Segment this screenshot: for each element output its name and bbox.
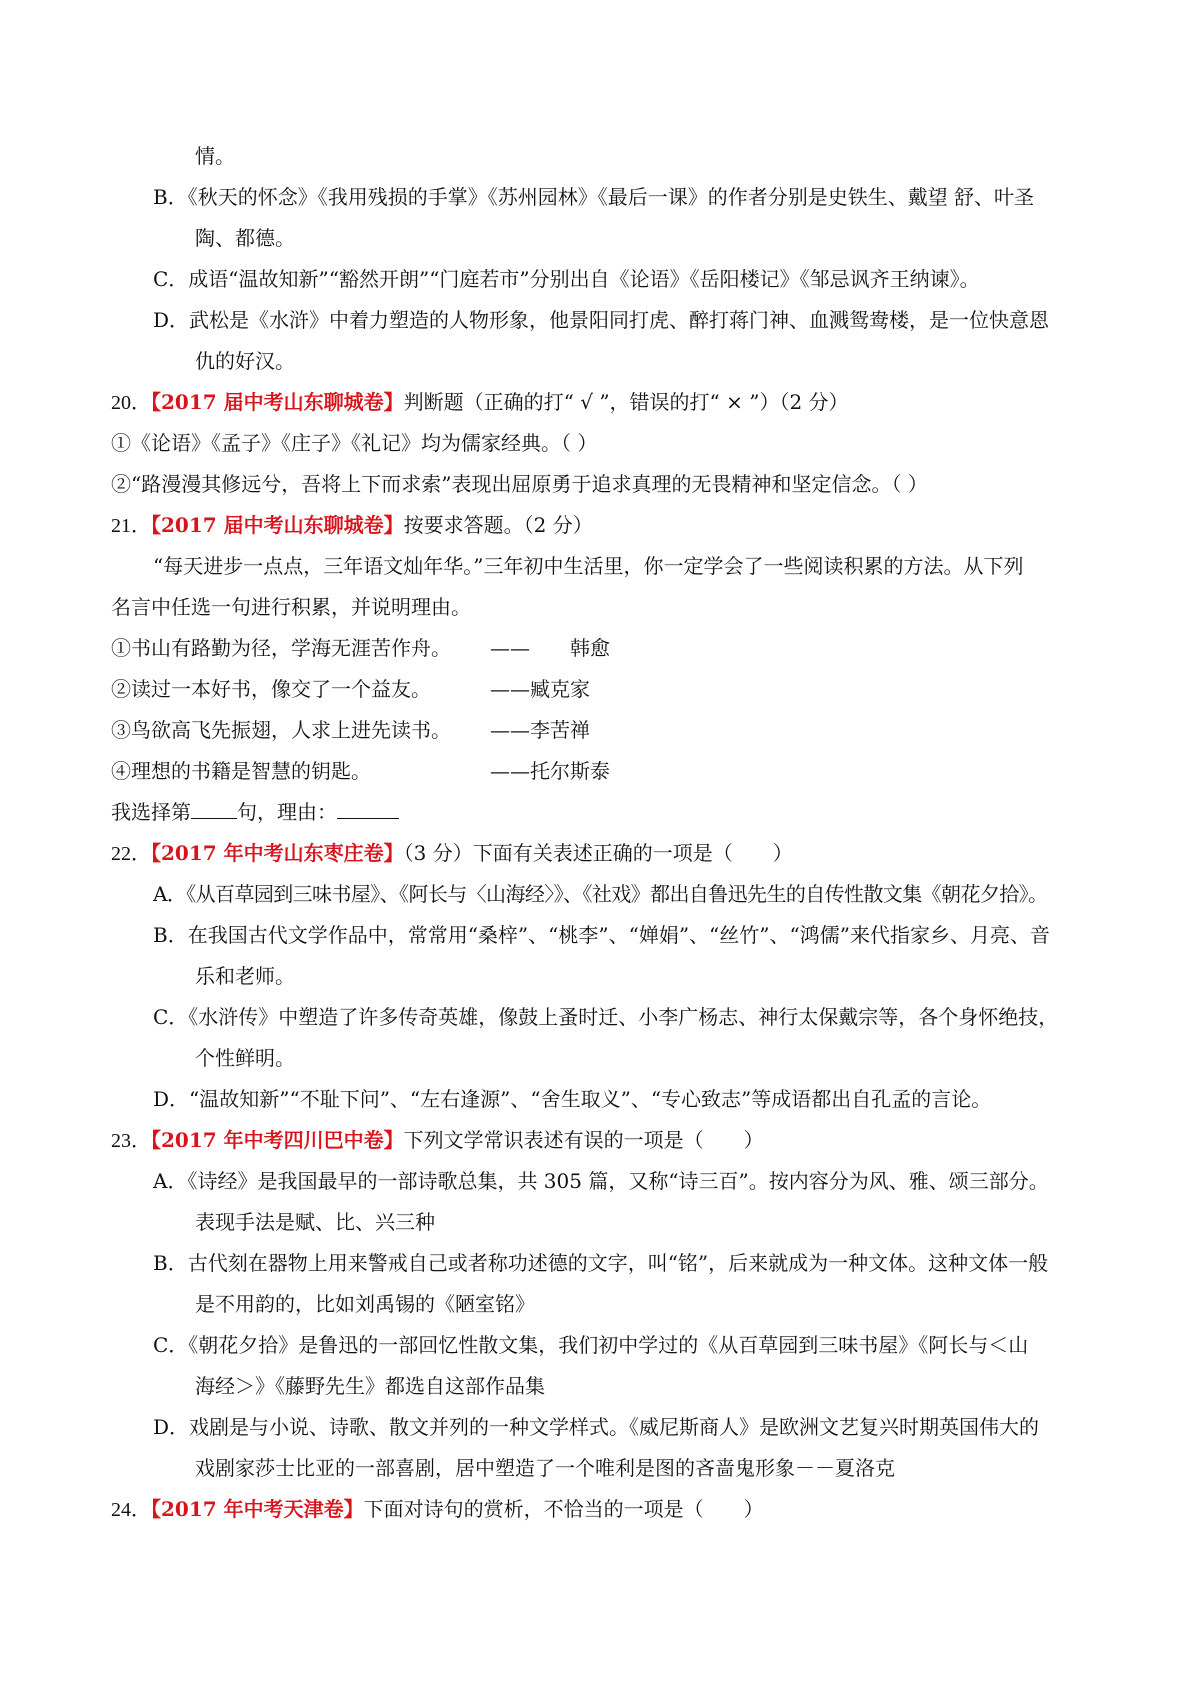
- question-stem: 按要求答题。（2 分）: [403, 513, 593, 537]
- question-stem: 判断题（正确的打“ √ ”，错误的打“ × ”）（2 分）: [403, 390, 849, 414]
- q23-option-a: A．《诗经》是我国最早的一部诗歌总集，共 305 篇，又称“诗三百”。按内容分为风、雅、颂三部分。: [153, 1169, 1049, 1193]
- q20-item-2: ②“路漫漫其修远兮，吾将上下而求索”表现出屈原勇于追求真理的无畏精神和坚定信念。（ ）: [111, 472, 928, 496]
- q19-option-d-continuation: 仇的好汉。: [195, 349, 295, 373]
- question-23-header: [111, 1126, 764, 1155]
- q19-option-d: D．武松是《水浒》中着力塑造的人物形象，他景阳同打虎、醉打蒋门神、血溅鸳鸯楼，是一位快意恩: [153, 308, 1050, 332]
- q22-option-b-continuation: 乐和老师。: [195, 964, 295, 988]
- q23-option-b-continuation: 是不用韵的，比如刘禹锡的《陋室铭》: [195, 1292, 535, 1316]
- q21-paragraph-line-2: 名言中任选一句进行积累，并说明理由。: [111, 595, 471, 619]
- reason-blank[interactable]: [337, 798, 399, 819]
- question-source: 【2017 届中考山东聊城卷】: [151, 390, 404, 414]
- quote-text: ④理想的书籍是智慧的钥匙。: [111, 759, 371, 783]
- q23-option-a-continuation: 表现手法是赋、比、兴三种: [195, 1210, 435, 1234]
- question-number: 23．: [111, 1130, 151, 1152]
- question-source: 【2017 年中考天津卷】: [151, 1497, 364, 1521]
- quote-author: —— 韩愈: [490, 636, 610, 660]
- question-stem: （3 分）下面有关表述正确的一项是（ ）: [403, 841, 793, 865]
- question-source: 【2017 年中考山东枣庄卷】: [151, 841, 404, 865]
- question-22-header: [111, 839, 793, 868]
- question-20-header: [111, 388, 849, 417]
- answer-prefix: 我选择第: [111, 800, 191, 824]
- q22-option-a: A．《从百草园到三味书屋》、《阿长与〈山海经〉》、《社戏》都出自鲁迅先生的自传性散文集《朝花夕拾》。: [153, 882, 1048, 906]
- question-stem: 下面对诗句的赏析，不恰当的一项是（ ）: [363, 1497, 764, 1521]
- q21-answer-line: [111, 798, 399, 826]
- q21-paragraph-line-1: “每天进步一点点，三年语文灿年华。”三年初中生活里，你一定学会了一些阅读积累的方法。从下列: [153, 554, 1024, 578]
- question-stem: 下列文学常识表述有误的一项是（ ）: [403, 1128, 764, 1152]
- q23-option-d-continuation: 戏剧家莎士比亚的一部喜剧，居中塑造了一个唯利是图的吝啬鬼形象－－夏洛克: [195, 1456, 895, 1480]
- q22-option-d: D．“温故知新”“不耻下问”、“左右逢源”、“舍生取义”、“专心致志”等成语都出自孔孟的言论。: [153, 1087, 992, 1111]
- question-21-header: [111, 511, 593, 540]
- q19-option-b-continuation: 陶、都德。: [195, 226, 295, 250]
- question-number: 22．: [111, 843, 151, 865]
- q23-option-c: C．《朝花夕拾》是鲁迅的一部回忆性散文集，我们初中学过的《从百草园到三味书屋》《阿长与＜山: [153, 1333, 1029, 1357]
- q22-option-c: C．《水浒传》中塑造了许多传奇英雄，像鼓上蚤时迁、小李广杨志、神行太保戴宗等，各个身怀绝技，: [153, 1005, 1059, 1029]
- q19-option-a-continuation: 情。: [195, 144, 235, 168]
- question-number: 24．: [111, 1499, 151, 1521]
- question-number: 20．: [111, 392, 151, 414]
- q22-option-b: B．在我国古代文学作品中，常常用“桑梓”、“桃李”、“婵娟”、“丝竹”、“鸿儒”来代指家乡、月亮、音: [153, 923, 1050, 947]
- quote-text: ①书山有路勤为径，学海无涯苦作舟。: [111, 636, 451, 660]
- q19-option-b: B．《秋天的怀念》《我用残损的手掌》《苏州园林》《最后一课》的作者分别是史铁生、戴望 舒、叶圣: [153, 185, 1035, 209]
- answer-reason-label: 句，理由：: [237, 800, 337, 824]
- quote-author: ——臧克家: [490, 677, 590, 701]
- quote-author: ——托尔斯泰: [490, 759, 610, 783]
- quote-author: ——李苦禅: [490, 718, 590, 742]
- sentence-number-blank[interactable]: [191, 798, 237, 819]
- q22-option-c-continuation: 个性鲜明。: [195, 1046, 295, 1070]
- quote-text: ③鸟欲高飞先振翅，人求上进先读书。: [111, 718, 451, 742]
- q23-option-b: B．古代刻在器物上用来警戒自己或者称功述德的文字，叫“铭”，后来就成为一种文体。这种文体一般: [153, 1251, 1049, 1275]
- q23-option-d: D．戏剧是与小说、诗歌、散文并列的一种文学样式。《威尼斯商人》是欧洲文艺复兴时期英国伟大的: [153, 1415, 1040, 1439]
- question-source: 【2017 届中考山东聊城卷】: [151, 513, 404, 537]
- quote-text: ②读过一本好书，像交了一个益友。: [111, 677, 431, 701]
- q23-option-c-continuation: 海经＞》《藤野先生》都选自这部作品集: [195, 1374, 545, 1398]
- q20-item-1: ①《论语》《孟子》《庄子》《礼记》均为儒家经典。（ ）: [111, 431, 598, 455]
- question-24-header: [111, 1495, 764, 1524]
- question-source: 【2017 年中考四川巴中卷】: [151, 1128, 404, 1152]
- question-number: 21．: [111, 515, 151, 537]
- q19-option-c: C．成语“温故知新”“豁然开朗”“门庭若市”分别出自《论语》《岳阳楼记》《邹忌讽齐王纳谏》。: [153, 267, 980, 291]
